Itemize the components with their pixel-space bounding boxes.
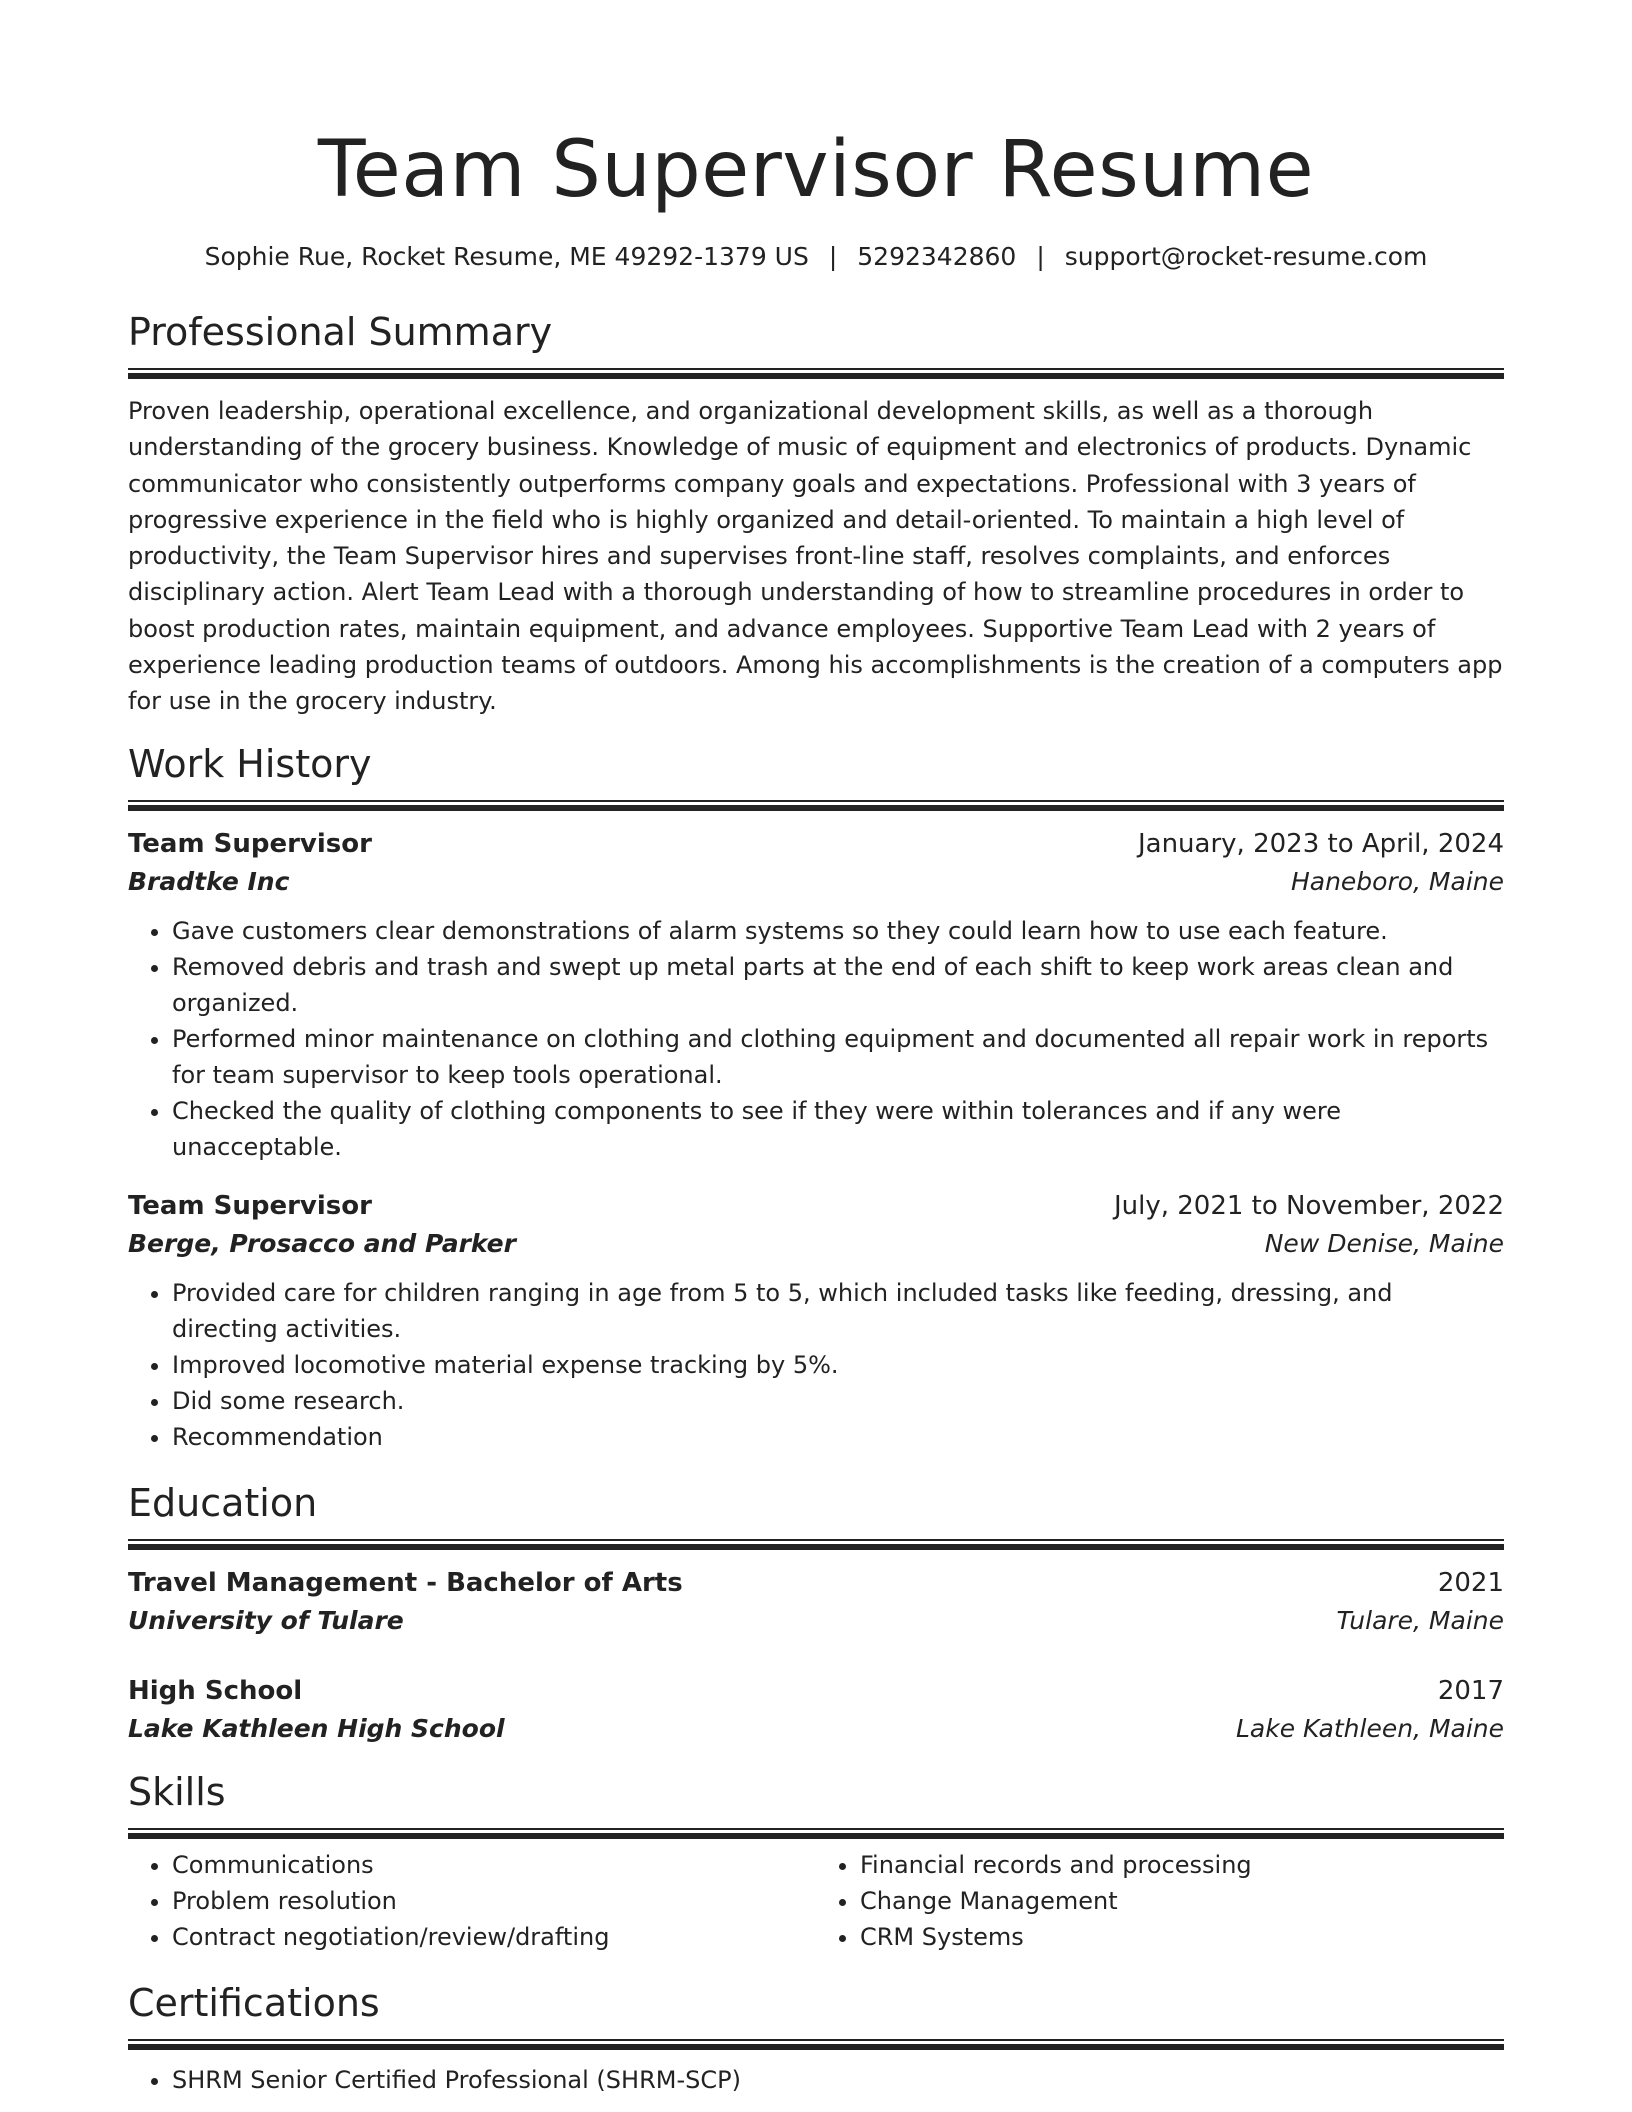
list-item: • Checked the quality of clothing components to see if they were within tolerances and if any were unacceptable. — [172, 1093, 1504, 1165]
job-bullets — [128, 913, 1504, 1165]
skills-heading: Skills — [128, 1769, 226, 1814]
education-section — [128, 1477, 1504, 1748]
list-item: • Removed debris and trash and swept up metal parts at the end of each shift to keep work areas clean and organized. — [172, 949, 1504, 1021]
education-sub-row — [128, 1710, 1504, 1748]
work-history-section — [128, 738, 1504, 1455]
education-entry — [128, 1672, 1504, 1748]
list-item: • CRM Systems — [860, 1919, 1504, 1955]
job-sub-row — [128, 1225, 1504, 1263]
contact-separator: | — [1036, 242, 1045, 271]
job-title: Team Supervisor — [128, 1190, 372, 1221]
certifications-heading: Certifications — [128, 1980, 380, 2025]
certifications-list — [128, 2062, 1504, 2098]
list-item: • Performed minor maintenance on clothing and clothing equipment and documented all repair work in reports for team supervisor to keep tools operational. — [172, 1021, 1504, 1093]
summary-text: Proven leadership, operational excellence, and organizational development skills, as well as a thorough understanding of the grocery business. Knowledge of music of equipment and electronics of products. Dynamic communicator who consistently outperforms company goals and expectations. Professional with 3 years of progressive experience in the field who is highly organized and detail-oriented. To maintain a high level of productivity, the Team Supervisor hires and supervises front-line staff, resolves complaints, and enforces disciplinary action. Alert Team Lead with a thorough understanding of how to streamline procedures in order to boost production rates, maintain equipment, and advance employees. Supportive Team Lead with 2 years of experience leading production teams of outdoors. Among his accomplishments is the creation of a computers app for use in the grocery industry. — [128, 397, 1503, 716]
education-sub-row — [128, 1602, 1504, 1640]
contact-separator: | — [828, 242, 838, 271]
list-item: • Communications — [172, 1847, 816, 1883]
job-dates: July, 2021 to November, 2022 — [1113, 1190, 1504, 1221]
contact-line — [128, 240, 1504, 274]
job-bullets — [128, 1275, 1504, 1455]
summary-heading: Professional Summary — [128, 310, 553, 354]
job-entry — [128, 825, 1504, 1165]
section-divider — [128, 1539, 1504, 1550]
education-location: Tulare, Maine — [1336, 1605, 1504, 1635]
job-title: Team Supervisor — [128, 828, 372, 859]
job-location: Haneboro, Maine — [1290, 866, 1504, 896]
contact-phone: 5292342860 — [857, 242, 1017, 271]
job-dates: January, 2023 to April, 2024 — [1137, 828, 1504, 859]
contact-email: support@rocket-resume.com — [1064, 242, 1428, 271]
skills-list-right — [816, 1847, 1504, 1955]
job-location: New Denise, Maine — [1264, 1228, 1504, 1258]
contact-address: Sophie Rue, Rocket Resume, ME 49292-1379 US — [204, 242, 809, 271]
list-item: • Problem resolution — [172, 1883, 816, 1919]
job-header-row — [128, 825, 1504, 863]
education-school: University of Tulare — [128, 1605, 404, 1635]
skills-grid — [128, 1847, 1504, 1955]
list-item: • Improved locomotive material expense tracking by 5%. — [172, 1347, 1504, 1383]
list-item: • Gave customers clear demonstrations of alarm systems so they could learn how to use each feature. — [172, 913, 1504, 949]
job-sub-row — [128, 863, 1504, 901]
education-header-row — [128, 1672, 1504, 1710]
list-item: • Financial records and processing — [860, 1847, 1504, 1883]
resume-title: Team Supervisor Resume — [317, 125, 1315, 215]
list-item: • Provided care for children ranging in age from 5 to 5, which included tasks like feeding, dressing, and directing activities. — [172, 1275, 1504, 1347]
job-company: Berge, Prosacco and Parker — [128, 1228, 516, 1258]
education-degree: Travel Management - Bachelor of Arts — [128, 1567, 683, 1598]
education-location: Lake Kathleen, Maine — [1235, 1713, 1504, 1743]
certifications-section — [128, 1977, 1504, 2098]
education-school: Lake Kathleen High School — [128, 1713, 505, 1743]
skills-list-left — [128, 1847, 816, 1955]
education-year: 2017 — [1437, 1675, 1504, 1706]
education-year: 2021 — [1437, 1567, 1504, 1598]
section-divider — [128, 1828, 1504, 1839]
work-history-heading: Work History — [128, 741, 372, 786]
skills-section — [128, 1766, 1504, 1955]
list-item: • SHRM Senior Certified Professional (SHRM-SCP) — [172, 2062, 1504, 2098]
job-company: Bradtke Inc — [128, 866, 290, 896]
education-entry — [128, 1564, 1504, 1640]
job-entry — [128, 1187, 1504, 1455]
list-item: • Change Management — [860, 1883, 1504, 1919]
list-item: • Recommendation — [172, 1419, 1504, 1455]
section-divider — [128, 368, 1504, 379]
job-header-row — [128, 1187, 1504, 1225]
summary-section — [128, 306, 1504, 720]
section-divider — [128, 2039, 1504, 2050]
list-item: • Contract negotiation/review/drafting — [172, 1919, 816, 1955]
education-header-row — [128, 1564, 1504, 1602]
education-heading: Education — [128, 1480, 318, 1525]
list-item: • Did some research. — [172, 1383, 1504, 1419]
section-divider — [128, 800, 1504, 811]
education-degree: High School — [128, 1675, 303, 1706]
